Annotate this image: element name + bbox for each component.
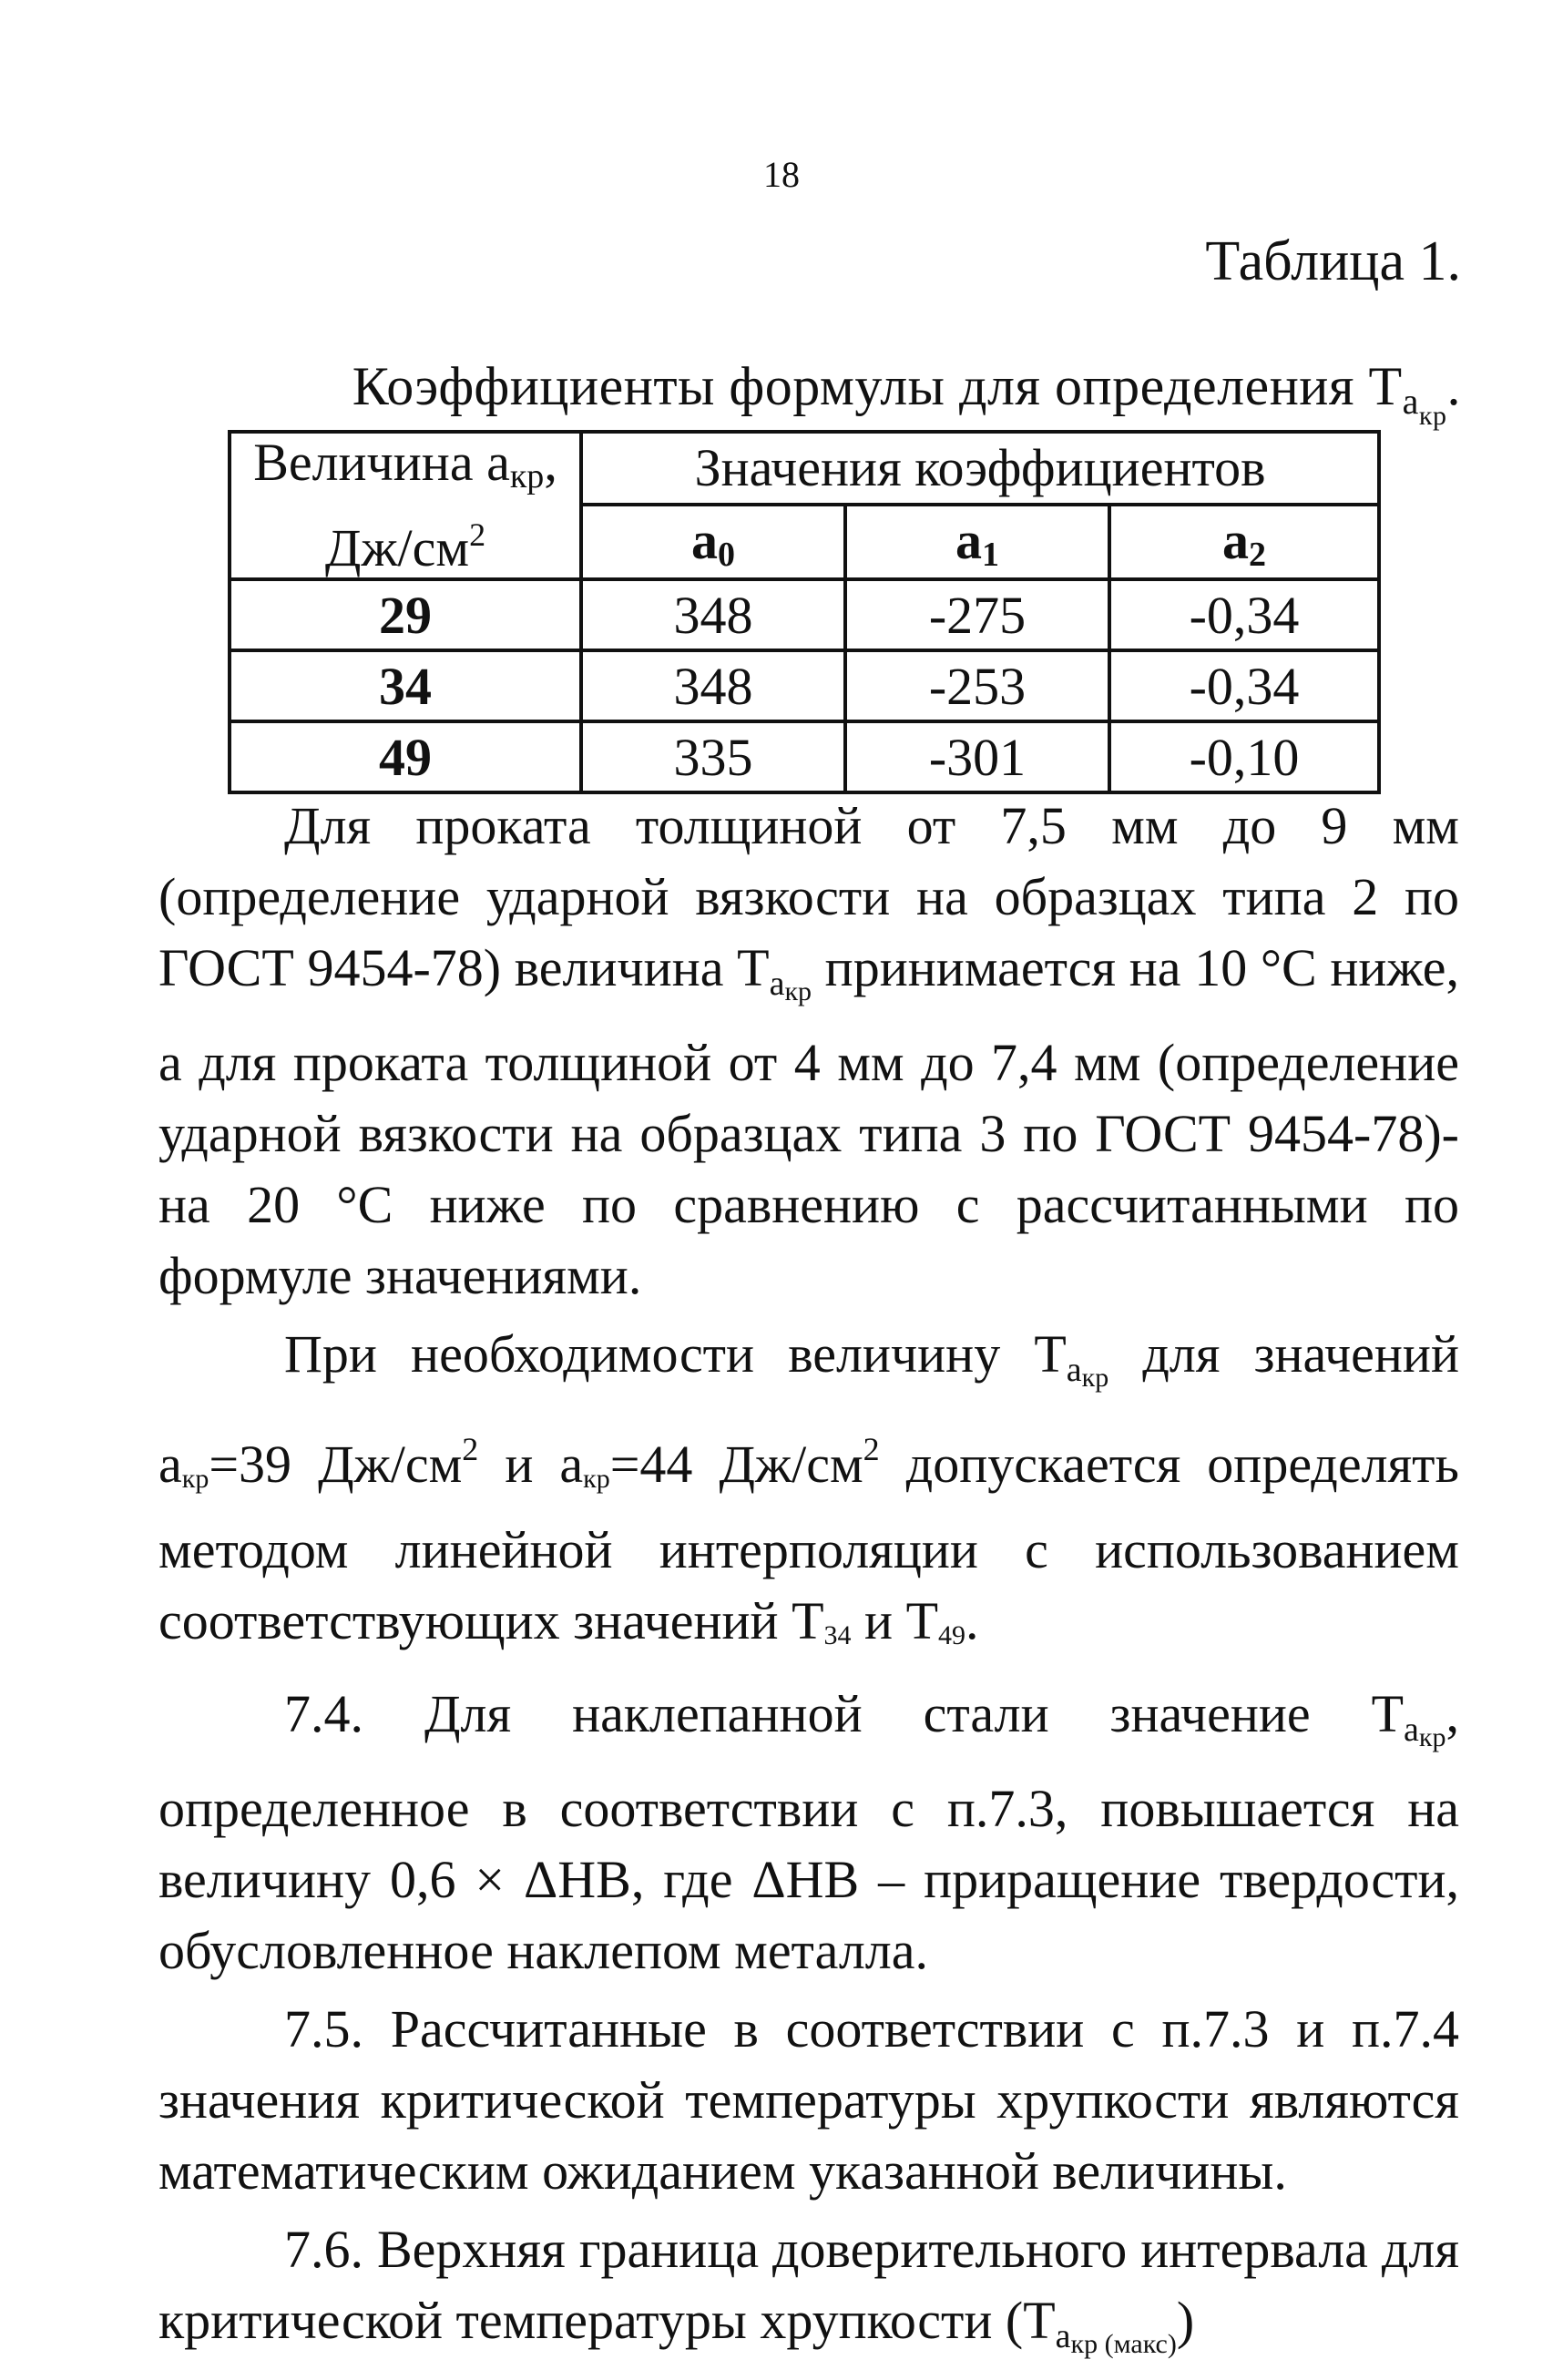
table-row: [230, 650, 1379, 721]
paragraph-7-4: 7.4. Для наклепанной стали значение $Т_{а_{кр}}$, определенное в соответствии с п.7.3, повышается на величину 0,6 × ΔНВ, где ΔНВ – приращение твердости, обусловленное наклепом металла.: [158, 1684, 1459, 1980]
header-akr: Величина $а_{кр}$, $Дж/см^2$: [230, 432, 581, 579]
cell-akr: 34: [230, 650, 581, 721]
table-row: [230, 721, 1379, 792]
paragraph-rolled-thickness: Для проката толщиной от 7,5 мм до 9 мм (определение ударной вязкости на образцах типа 2 по ГОСТ 9454-78) величина $Т_{а_{кр}}$ принимается на 10 °С ниже, а для проката толщиной от 4 мм до 7,4 мм (определение ударной вязкости на образцах типа 3 по ГОСТ 9454-78)- на 20 °С ниже по сравнению с рассчитанными по формуле значениями.: [158, 796, 1459, 1305]
cell-a2: -0,34: [1109, 579, 1379, 650]
table-header-row: [230, 432, 1379, 505]
body-text: [158, 791, 1459, 2380]
cell-a1: -301: [845, 721, 1109, 792]
header-coefficients-group: Значения коэффициентов: [581, 432, 1379, 505]
paragraph-7-6: 7.6. Верхняя граница доверительного интервала для критической температуры хрупкости $(Т_{а_{кр (макс)}})$: [158, 2220, 1459, 2359]
cell-a2: -0,10: [1109, 721, 1379, 792]
table-label: Таблица 1.: [1205, 230, 1461, 292]
header-a2: $а_2$: [1109, 505, 1379, 579]
coefficients-table: [228, 430, 1381, 794]
header-a1: $а_1$: [845, 505, 1109, 579]
page-number: 18: [763, 154, 800, 195]
table-title: Коэффициенты формулы для определения $Т_{а_{кр}}$.: [352, 356, 1461, 431]
paragraph-interpolation: При необходимости величину $Т_{а_{кр}}$ для значений $а_{кр}=39$ $Дж/см^2$ и $а_{кр}=44$ $Дж/см^2$ допускается определять методом линейной интерполяции с использованием соответствующих значений $Т_{34}$ и $Т_{49}$.: [158, 1324, 1459, 1650]
cell-a1: -253: [845, 650, 1109, 721]
cell-akr: 49: [230, 721, 581, 792]
paragraph-7-5: 7.5. Рассчитанные в соответствии с п.7.3 и п.7.4 значения критической температуры хрупкости являются математическим ожиданием указанной величины.: [158, 1999, 1459, 2201]
cell-a0: 335: [581, 721, 845, 792]
cell-a1: -275: [845, 579, 1109, 650]
cell-akr: 29: [230, 579, 581, 650]
table-row: [230, 579, 1379, 650]
header-a0: $а_0$: [581, 505, 845, 579]
cell-a2: -0,34: [1109, 650, 1379, 721]
cell-a0: 348: [581, 650, 845, 721]
cell-a0: 348: [581, 579, 845, 650]
